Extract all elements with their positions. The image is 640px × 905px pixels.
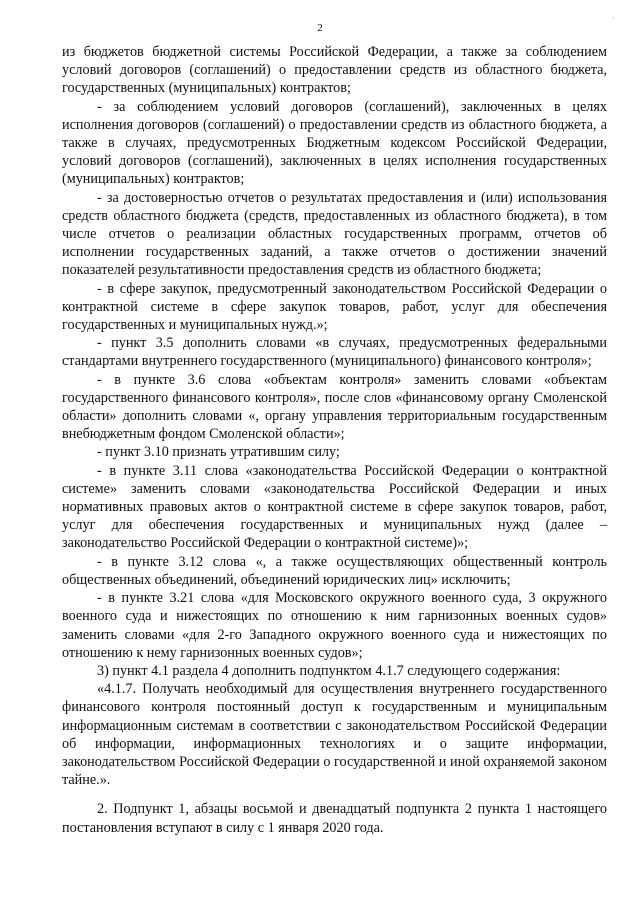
page-number: 2 — [317, 22, 323, 34]
paragraph-quote: «4.1.7. Получать необходимый для осуществления внутреннего государственного финансового контроля постоянный доступ к государственным и муниципальным информационным системам в соответствии с законодательством Российской Федерации об информации, информационных технологиях и о защите информации, законодательством Российской Федерации о государственной и иной охраняемой законом тайне.». — [62, 681, 607, 789]
paragraph-item: - пункт 3.5 дополнить словами «в случаях, предусмотренных федеральными стандартами внутреннего государственного (муниципального) финансового контроля»; — [62, 335, 607, 370]
paragraph-final: 2. Подпункт 1, абзацы восьмой и двенадцатый подпункта 2 пункта 1 настоящего постановления вступают в силу с 1 января 2020 года. — [62, 801, 607, 836]
paragraph-item: - пункт 3.10 признать утратившим силу; — [97, 444, 340, 461]
paragraph-item: - в пункте 3.21 слова «для Московского окружного военного суда, 3 окружного военного суда и нижестоящих по отношению к ним гарнизонных военных судов» заменить словами «для 2-го Западного окружного военного суда и нижестоящих по отношению к нему гарнизонных военных судов»; — [62, 590, 607, 661]
paragraph-item: - за соблюдением условий договоров (соглашений), заключенных в целях исполнения договоров (соглашений) о предоставлении средств из областного бюджета, а также в случаях, предусмотренных Бюджетным кодексом Российской Федерации, условий договоров (соглашений), заключенных в целях исполнения государственных (муниципальных) контрактов; — [62, 98, 607, 188]
scan-speck: · — [612, 14, 615, 23]
paragraph-item: - в пункте 3.6 слова «объектам контроля» заменить словами «объектам государственного финансового контроля», после слов «финансовому органу Смоленской области» дополнить словами «, органу управления территориальным государственным внебюджетным фондом Смоленской области»; — [62, 371, 607, 443]
paragraph-item: - в пункте 3.12 слова «, а также осуществляющих общественный контроль общественных объединений, объединений юридических лиц» исключить; — [62, 553, 607, 588]
paragraph-item: - в сфере закупок, предусмотренный законодательством Российской Федерации о контрактной системе в сфере закупок товаров, работ, услуг для обеспечения государственных и муниципальных нужд.»; — [62, 280, 607, 334]
paragraph-item: - за достоверностью отчетов о результатах предоставления и (или) использования средств областного бюджета (средств, предоставленных из областного бюджета), в том числе отчетов о реализации областных государственных программ, отчетов об исполнении государственных заданий, а также отчетов о достижении значений показателей результативности предоставления средств из областного бюджета; — [62, 189, 607, 279]
document-body — [62, 43, 607, 837]
paragraph-subsection: 3) пункт 4.1 раздела 4 дополнить подпунктом 4.1.7 следующего содержания: — [97, 662, 561, 679]
paragraph-continuation: из бюджетов бюджетной системы Российской Федерации, а также за соблюдением условий договоров (соглашений) о предоставлении средств из областного бюджета, государственных (муниципальных) контрактов; — [62, 44, 607, 97]
paragraph-item: - в пункте 3.11 слова «законодательства Российской Федерации о контрактной системе» заменить словами «законодательства Российской Федерации и иных нормативных правовых актов о контрактной системе в сфере закупок товаров, работ, услуг для обеспечения государственных и муниципальных нужд (далее – законодательство Российской Федерации о контрактной системе)»; — [62, 462, 607, 552]
